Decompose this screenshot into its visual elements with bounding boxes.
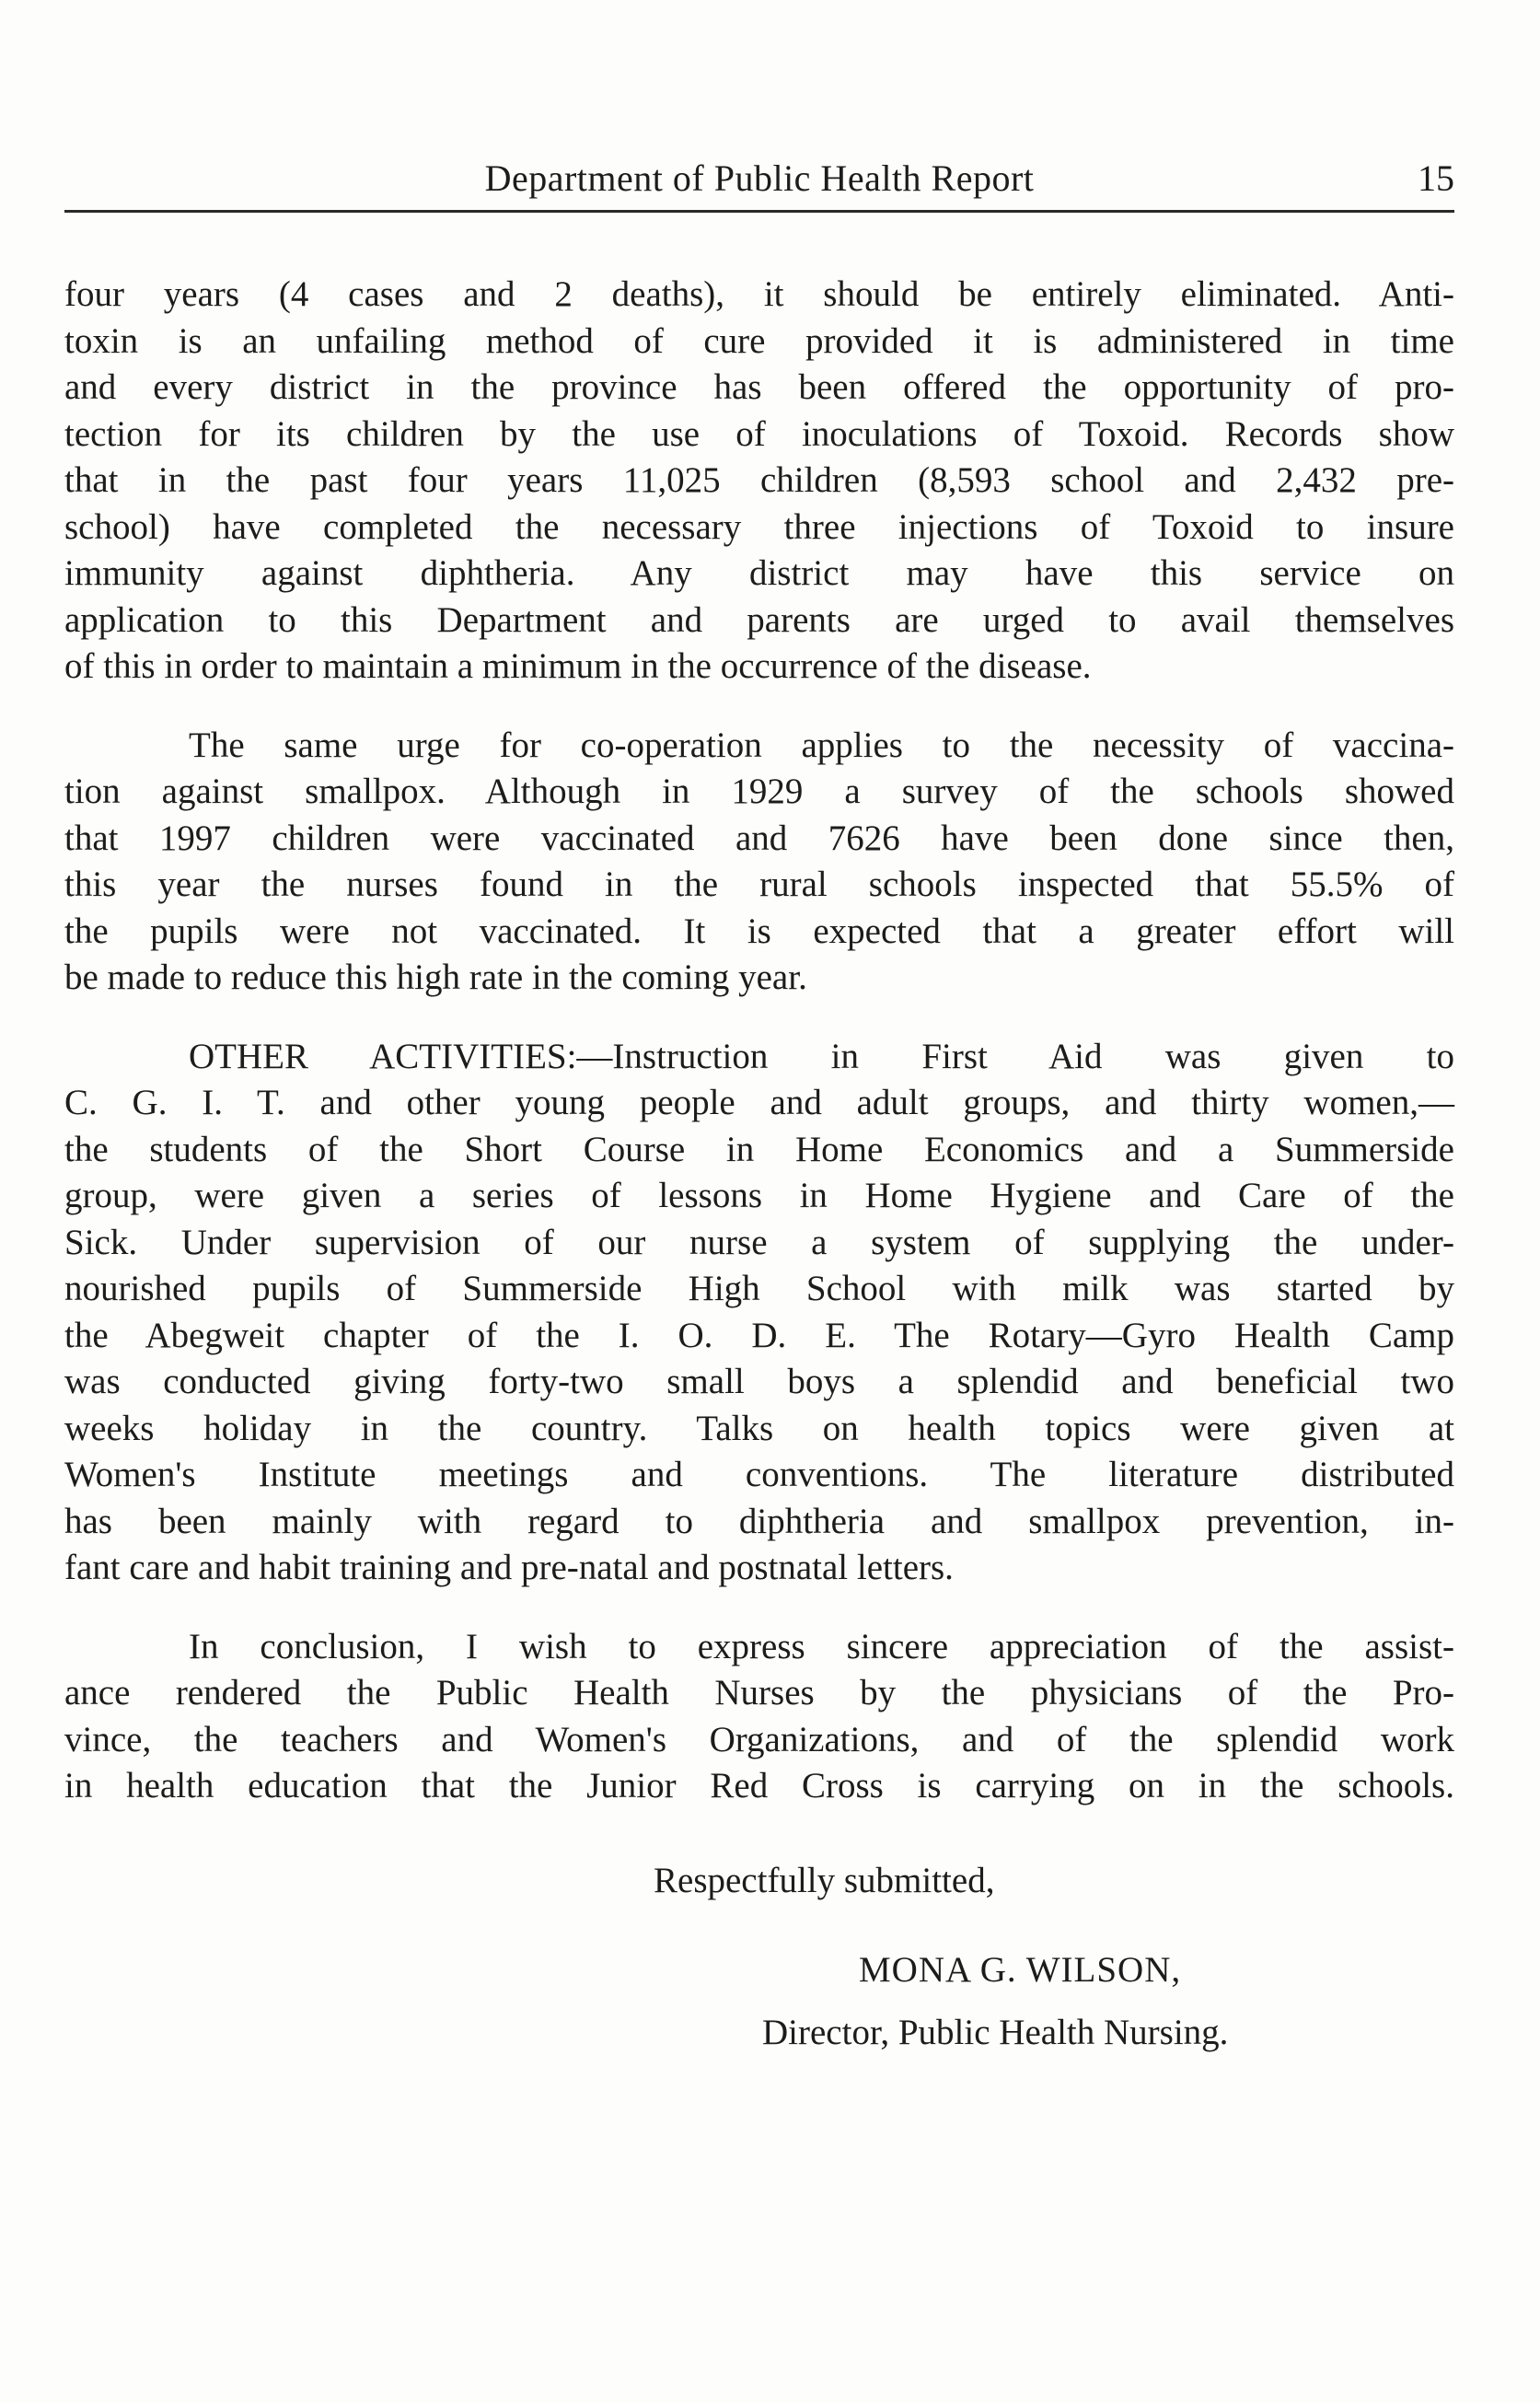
body-text bbox=[64, 272, 1454, 1810]
paragraph-smallpox bbox=[64, 723, 1454, 1002]
signatory-name: MONA G. WILSON, bbox=[859, 1950, 1182, 1990]
text-line: that in the past four years 11,025 children (8,593 school and 2,432 pre- bbox=[64, 460, 1454, 500]
page-number: 15 bbox=[1418, 157, 1454, 199]
text-line: toxin is an unfailing method of cure provided it is administered in time bbox=[64, 320, 1454, 361]
text-line: the Abegweit chapter of the I. O. D. E. The Rotary—Gyro Health Camp bbox=[64, 1315, 1454, 1355]
text-line: C. G. I. T. and other young people and adult groups, and thirty women,— bbox=[64, 1083, 1454, 1122]
paragraph-diphtheria bbox=[64, 272, 1454, 691]
paragraph-gap bbox=[64, 691, 1454, 723]
text-line: OTHER ACTIVITIES:—Instruction in First Aid was given to bbox=[189, 1036, 1454, 1076]
text-line: was conducted giving forty-two small boys a splendid and beneficial two bbox=[64, 1362, 1454, 1401]
text-line: that 1997 children were vaccinated and 7626 have been done since then, bbox=[64, 818, 1454, 858]
text-line: nourished pupils of Summerside High School with milk was started by bbox=[64, 1269, 1454, 1308]
text-line: fant care and habit training and pre-natal and postnatal letters. bbox=[64, 1548, 954, 1587]
text-line: tion against smallpox. Although in 1929 a survey of the schools showed bbox=[64, 772, 1454, 811]
text-line: of this in order to maintain a minimum in the occurrence of the disease. bbox=[64, 646, 1092, 686]
text-line: and every district in the province has been offered the opportunity of pro- bbox=[64, 367, 1454, 407]
text-line: in health education that the Junior Red Cross is carrying on in the schools. bbox=[64, 1766, 1454, 1805]
text-line: the students of the Short Course in Home Economics and a Summerside bbox=[64, 1129, 1454, 1169]
text-line: ance rendered the Public Health Nurses by the physicians of the Pro- bbox=[64, 1673, 1454, 1712]
text-line: Sick. Under supervision of our nurse a system of supplying the under- bbox=[64, 1222, 1454, 1262]
text-line: Women's Institute meetings and conventions. The literature distributed bbox=[64, 1455, 1454, 1494]
text-line: application to this Department and parents are urged to avail themselves bbox=[64, 599, 1454, 640]
text-line: tection for its children by the use of inoculations of Toxoid. Records show bbox=[64, 413, 1454, 454]
text-line: has been mainly with regard to diphtheria and smallpox prevention, in- bbox=[64, 1501, 1454, 1541]
signatory-title: Director, Public Health Nursing. bbox=[762, 2013, 1229, 2052]
text-line: immunity against diphtheria. Any district may have this service on bbox=[64, 553, 1454, 593]
text-line: group, were given a series of lessons in Home Hygiene and Care of the bbox=[64, 1176, 1454, 1215]
text-line: this year the nurses found in the rural schools inspected that 55.5% of bbox=[64, 865, 1454, 904]
text-line: school) have completed the necessary three injections of Toxoid to insure bbox=[64, 506, 1454, 547]
paragraph-conclusion bbox=[64, 1624, 1454, 1810]
text-line: weeks holiday in the country. Talks on health topics were given at bbox=[64, 1408, 1454, 1448]
text-line: be made to reduce this high rate in the coming year. bbox=[64, 958, 807, 997]
text-line: vince, the teachers and Women's Organizations, and of the splendid work bbox=[64, 1719, 1454, 1759]
paragraph-gap bbox=[64, 1002, 1454, 1034]
paragraph-other-activities bbox=[64, 1034, 1454, 1592]
header-rule bbox=[64, 210, 1454, 213]
text-line: four years (4 cases and 2 deaths), it should be entirely eliminated. Anti- bbox=[64, 274, 1454, 314]
text-line: The same urge for co-operation applies to the necessity of vaccina- bbox=[189, 725, 1454, 765]
text-line: the pupils were not vaccinated. It is expected that a greater effort will bbox=[64, 911, 1454, 951]
valediction: Respectfully submitted, bbox=[654, 1861, 995, 1900]
text-line: In conclusion, I wish to express sincere appreciation of the assist- bbox=[189, 1626, 1454, 1666]
running-title: Department of Public Health Report bbox=[484, 157, 1035, 199]
paragraph-gap bbox=[64, 1592, 1454, 1624]
page-header bbox=[64, 157, 1454, 212]
